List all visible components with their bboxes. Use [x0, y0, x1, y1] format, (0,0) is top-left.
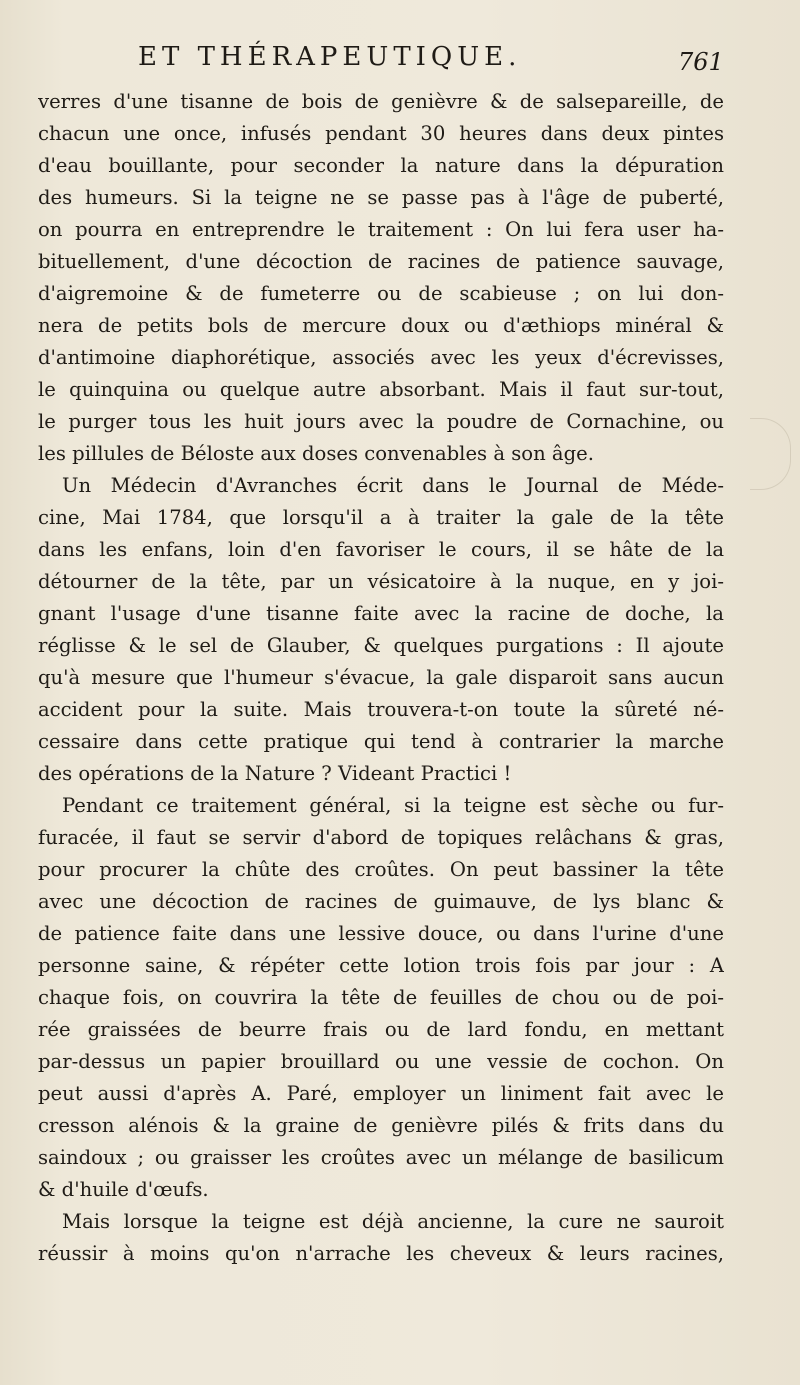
- margin-stain: [750, 418, 791, 490]
- text-line: personne saine, & répéter cette lotion trois fois par jour : A: [38, 954, 724, 977]
- text-line: & d'huile d'œufs.: [38, 1178, 209, 1201]
- text-line: des opérations de la Nature ? Videant Practici !: [38, 762, 512, 785]
- text-line: Mais lorsque la teigne est déjà ancienne, la cure ne sauroit: [62, 1210, 724, 1233]
- text-line: saindoux ; ou graisser les croûtes avec un mélange de basilicum: [38, 1146, 724, 1169]
- text-line: accident pour la suite. Mais trouvera-t-on toute la sûreté né-: [38, 698, 724, 721]
- text-line: détourner de la tête, par un vésicatoire à la nuque, en y joi-: [38, 570, 724, 593]
- text-line: d'aigremoine & de fumeterre ou de scabieuse ; on lui don-: [38, 282, 724, 305]
- text-line: pour procurer la chûte des croûtes. On peut bassiner la tête: [38, 858, 724, 881]
- text-line: on pourra en entreprendre le traitement : On lui fera user ha-: [38, 218, 724, 241]
- text-line: les pillules de Béloste aux doses convenables à son âge.: [38, 442, 594, 465]
- text-line: rée graissées de beurre frais ou de lard fondu, en mettant: [38, 1018, 724, 1041]
- text-line: verres d'une tisanne de bois de genièvre & de salsepareille, de: [38, 90, 724, 113]
- text-line: gnant l'usage d'une tisanne faite avec la racine de doche, la: [38, 602, 724, 625]
- text-line: chacun une once, infusés pendant 30 heures dans deux pintes: [38, 122, 724, 145]
- text-line: avec une décoction de racines de guimauve, de lys blanc &: [38, 890, 724, 913]
- text-line: le quinquina ou quelque autre absorbant. Mais il faut sur-tout,: [38, 378, 724, 401]
- text-line: cresson alénois & la graine de genièvre pilés & frits dans du: [38, 1114, 724, 1137]
- text-body: [38, 86, 724, 1270]
- running-title: ET THÉRAPEUTIQUE.: [138, 42, 522, 72]
- text-line: qu'à mesure que l'humeur s'évacue, la gale disparoit sans aucun: [38, 666, 724, 689]
- text-line: furacée, il faut se servir d'abord de topiques relâchans & gras,: [38, 826, 724, 849]
- text-line: par-dessus un papier brouillard ou une vessie de cochon. On: [38, 1050, 724, 1073]
- text-line: d'eau bouillante, pour seconder la nature dans la dépuration: [38, 154, 724, 177]
- text-line: des humeurs. Si la teigne ne se passe pas à l'âge de puberté,: [38, 186, 724, 209]
- text-line: bituellement, d'une décoction de racines de patience sauvage,: [38, 250, 724, 273]
- text-line: Un Médecin d'Avranches écrit dans le Journal de Méde-: [62, 474, 724, 497]
- text-line: peut aussi d'après A. Paré, employer un liniment fait avec le: [38, 1082, 724, 1105]
- page-number: 761: [678, 48, 724, 76]
- page-header: [0, 42, 800, 82]
- text-line: chaque fois, on couvrira la tête de feuilles de chou ou de poi-: [38, 986, 724, 1009]
- text-line: réglisse & le sel de Glauber, & quelques purgations : Il ajoute: [38, 634, 724, 657]
- text-line: dans les enfans, loin d'en favoriser le cours, il se hâte de la: [38, 538, 724, 561]
- text-line: cine, Mai 1784, que lorsqu'il a à traiter la gale de la tête: [38, 506, 724, 529]
- text-line: cessaire dans cette pratique qui tend à contrarier la marche: [38, 730, 724, 753]
- text-line: d'antimoine diaphorétique, associés avec les yeux d'écrevisses,: [38, 346, 724, 369]
- text-line: de patience faite dans une lessive douce, ou dans l'urine d'une: [38, 922, 724, 945]
- text-line: Pendant ce traitement général, si la teigne est sèche ou fur-: [62, 794, 724, 817]
- text-line: le purger tous les huit jours avec la poudre de Cornachine, ou: [38, 410, 724, 433]
- text-line: réussir à moins qu'on n'arrache les cheveux & leurs racines,: [38, 1242, 724, 1265]
- text-line: nera de petits bols de mercure doux ou d'æthiops minéral &: [38, 314, 724, 337]
